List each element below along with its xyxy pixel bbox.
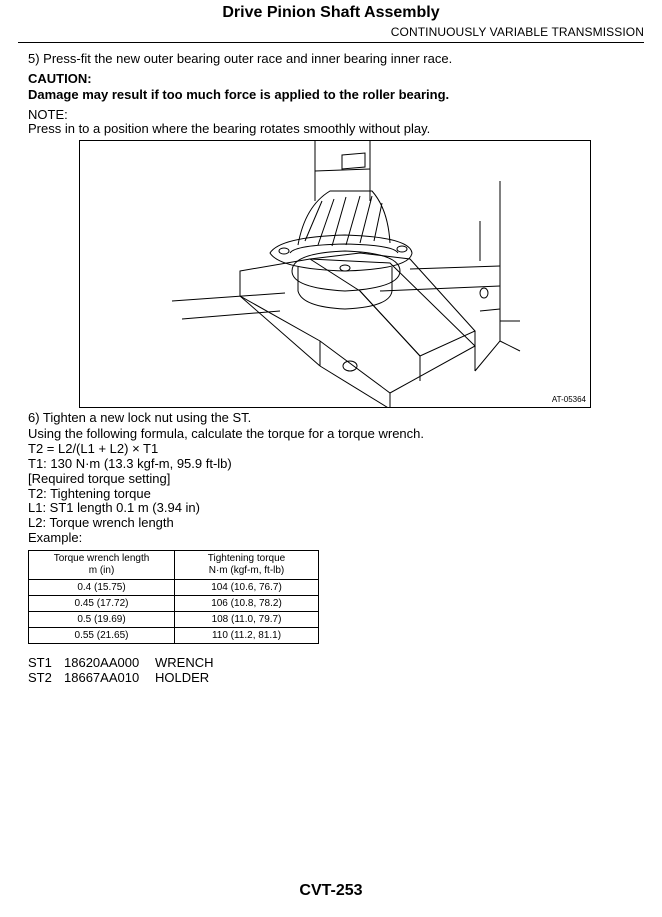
tool-name: WRENCH [155, 655, 214, 670]
table-cell: 0.45 (17.72) [29, 596, 175, 612]
page-title: Drive Pinion Shaft Assembly [222, 4, 440, 21]
tool-part-number: 18667AA010 [64, 670, 140, 685]
step6-line: Using the following formula, calculate the torque for a torque wrench. [28, 426, 424, 441]
header-line: Tightening torque [207, 553, 286, 564]
press-fit-figure [79, 140, 591, 408]
tool-id: ST1 [28, 655, 52, 670]
step5-instruction: 5) Press-fit the new outer bearing outer race and inner bearing inner race. [28, 51, 453, 66]
step6-line: 6) Tighten a new lock nut using the ST. [28, 410, 252, 425]
section-heading: CONTINUOUSLY VARIABLE TRANSMISSION [390, 25, 644, 39]
table-row [29, 628, 319, 644]
note-label: NOTE: [28, 107, 68, 122]
caution-label: CAUTION: [28, 71, 92, 86]
table-cell: 110 (11.2, 81.1) [175, 628, 319, 644]
caution-text: Damage may result if too much force is applied to the roller bearing. [28, 87, 450, 102]
step6-line: T1: 130 N·m (13.3 kgf-m, 95.9 ft-lb) [28, 456, 232, 471]
note-text: Press in to a position where the bearing rotates smoothly without play. [28, 121, 431, 136]
page-number: CVT-253 [299, 882, 363, 899]
tool-id: ST2 [28, 670, 52, 685]
table-cell: 106 (10.8, 78.2) [175, 596, 319, 612]
table-header-row [29, 551, 319, 580]
press-fit-bearing-illustration [80, 141, 591, 408]
table-cell: 0.5 (19.69) [29, 612, 175, 628]
table-row [29, 596, 319, 612]
table-row [29, 612, 319, 628]
table-cell: 0.55 (21.65) [29, 628, 175, 644]
figure-code: AT-05364 [551, 395, 586, 404]
table-row [29, 580, 319, 596]
step6-line: T2: Tightening torque [28, 486, 151, 501]
step6-line: [Required torque setting] [28, 471, 171, 486]
header-line: N·m (kgf-m, ft-lb) [208, 565, 285, 576]
table-cell: 0.4 (15.75) [29, 580, 175, 596]
table-cell: 108 (11.0, 79.7) [175, 612, 319, 628]
header-divider [18, 42, 644, 43]
header-line: m (in) [88, 565, 115, 576]
header-line: Torque wrench length [53, 553, 150, 564]
step6-line: Example: [28, 530, 83, 545]
step6-line: L2: Torque wrench length [28, 515, 174, 530]
step6-line: L1: ST1 length 0.1 m (3.94 in) [28, 500, 200, 515]
tool-name: HOLDER [155, 670, 210, 685]
torque-table [28, 550, 319, 644]
torque-formula: T2 = L2/(L1 + L2) × T1 [28, 441, 159, 456]
tool-part-number: 18620AA000 [64, 655, 140, 670]
table-header [29, 551, 175, 580]
table-cell: 104 (10.6, 76.7) [175, 580, 319, 596]
table-header [175, 551, 319, 580]
